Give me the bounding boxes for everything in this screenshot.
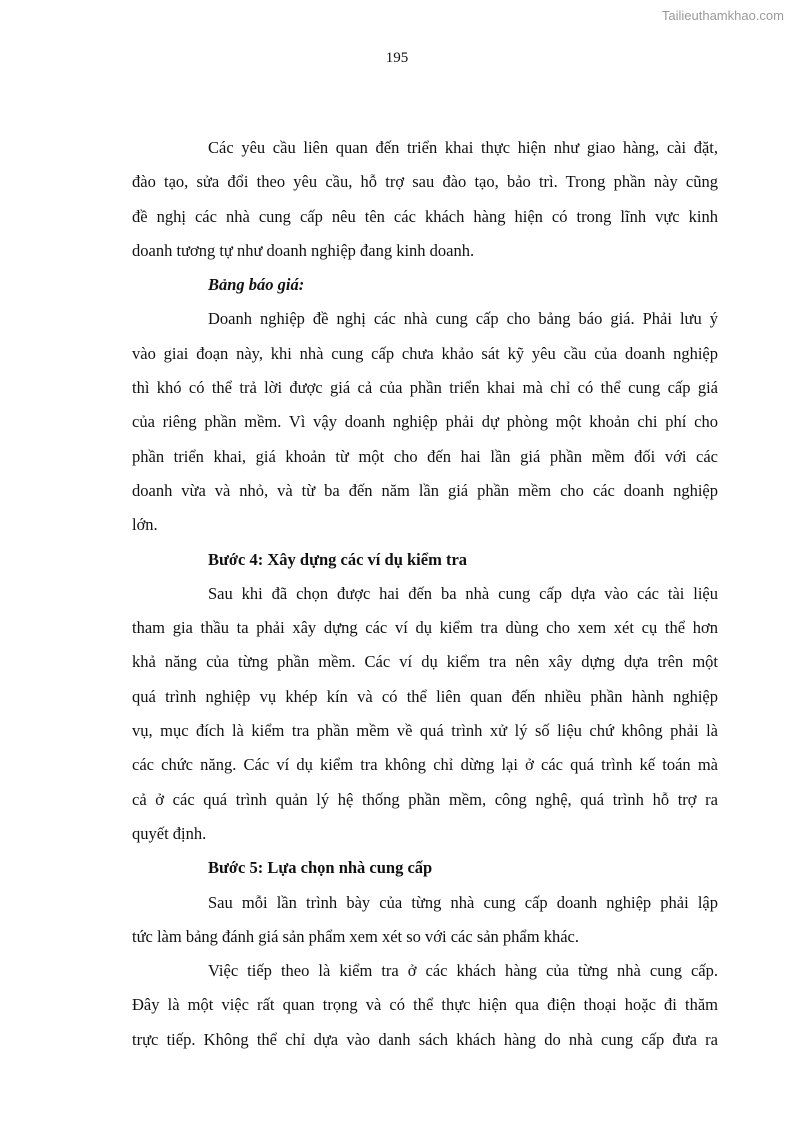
text-line: doanh tương tự như doanh nghiệp đang kinh doanh. bbox=[132, 240, 475, 260]
text-line: Việc tiếp theo là kiểm tra ở các khách hàng của từng nhà cung cấp. bbox=[208, 961, 718, 981]
text-line: Doanh nghiệp đề nghị các nhà cung cấp cho bảng báo giá. Phải lưu ý bbox=[208, 309, 718, 329]
text-line: quá trình nghiệp vụ khép kín và có thể liên quan đến nhiều phần hành nghiệp bbox=[132, 686, 718, 706]
text-line: vào giai đoạn này, khi nhà cung cấp chưa khảo sát kỹ yêu cầu của doanh nghiệp bbox=[132, 343, 718, 363]
page-number: 195 bbox=[385, 50, 409, 66]
watermark: Tailieuthamkhao.com bbox=[661, 8, 784, 23]
text-line: doanh vừa và nhỏ, và từ ba đến năm lần giá phần mềm cho các doanh nghiệp bbox=[132, 480, 718, 500]
text-line: tham gia thầu ta phải xây dựng các ví dụ kiểm tra dùng cho xem xét cụ thể hơn bbox=[132, 618, 718, 638]
section-heading: Bảng báo giá: bbox=[208, 275, 305, 295]
text-line: quyết định. bbox=[132, 823, 207, 843]
text-line: khả năng của từng phần mềm. Các ví dụ kiểm tra nên xây dựng dựa trên một bbox=[132, 652, 718, 672]
text-line: Các yêu cầu liên quan đến triển khai thực hiện như giao hàng, cài đặt, bbox=[208, 138, 718, 157]
section-heading: Bước 5: Lựa chọn nhà cung cấp bbox=[208, 858, 433, 878]
text-line: cả ở các quá trình quản lý hệ thống phần mềm, công nghệ, quá trình hỗ trợ ra bbox=[132, 789, 718, 809]
text-line: vụ, mục đích là kiểm tra phần mềm về quá trình xử lý số liệu chứ không phải là bbox=[132, 721, 718, 741]
text-line: các chức năng. Các ví dụ kiểm tra không chỉ dừng lại ở các quá trình kế toán mà bbox=[132, 755, 718, 775]
document-body bbox=[132, 131, 718, 1057]
text-line: thì khó có thể trả lời được giá cả của phần triển khai mà chỉ có thể cung cấp giá bbox=[132, 378, 718, 398]
text-line: Sau khi đã chọn được hai đến ba nhà cung cấp dựa vào các tài liệu bbox=[208, 583, 718, 603]
text-line: phần triển khai, giá khoản từ một cho đến hai lần giá phần mềm đối với các bbox=[132, 446, 718, 466]
text-line: đào tạo, sửa đổi theo yêu cầu, hỗ trợ sau đào tạo, bảo trì. Trong phần này cũng bbox=[132, 172, 718, 192]
text-line: lớn. bbox=[132, 515, 158, 535]
text-line: tức làm bảng đánh giá sản phẩm xem xét so với các sản phẩm khác. bbox=[132, 926, 579, 946]
text-line: Sau mỗi lần trình bày của từng nhà cung cấp doanh nghiệp phải lập bbox=[208, 892, 718, 912]
text-line: đề nghị các nhà cung cấp nêu tên các khách hàng hiện có trong lĩnh vực kinh bbox=[132, 206, 718, 226]
section-heading: Bước 4: Xây dựng các ví dụ kiểm tra bbox=[208, 549, 468, 569]
text-line: trực tiếp. Không thể chỉ dựa vào danh sách khách hàng do nhà cung cấp đưa ra bbox=[132, 1029, 718, 1049]
text-line: Đây là một việc rất quan trọng và có thể thực hiện qua điện thoại hoặc đi thăm bbox=[132, 995, 718, 1015]
text-line: của riêng phần mềm. Vì vậy doanh nghiệp phải dự phòng một khoản chi phí cho bbox=[132, 412, 718, 432]
